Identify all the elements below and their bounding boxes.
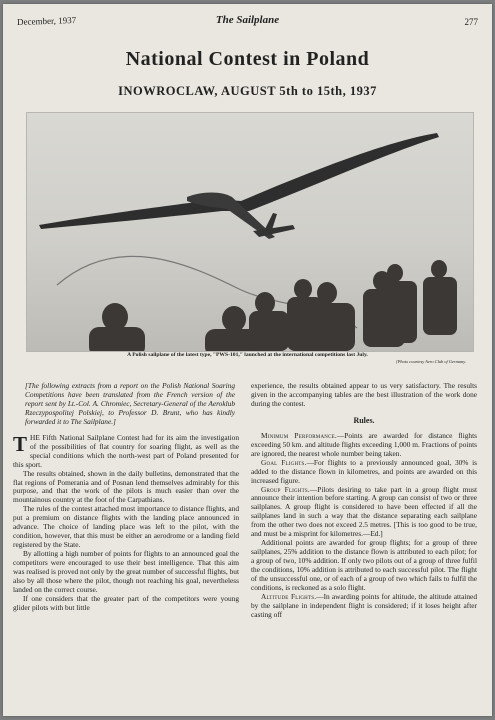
photo-caption: A Polish sailplane of the latest type, "PWS-101," launched at the international competitions last July. [127,352,368,358]
paragraph: If one considers that the greater part of the competitors were young glider pilots with but little [13,593,239,612]
rule-paragraph: Group Flights.—Pilots desiring to take part in a group flight must announce their intention before starting. A group can consist of two or three sailplanes. A group flight is considered to have been effected if all the sailplanes land in such a way that the distance separating each sailplane from the other two does not exceed 2.5 metres. [This is too good to be true, and must be a misprint for kilometres.—Ed.] [251,484,477,539]
paragraph: The rules of the contest attached most importance to distance flights, and put a premium on distance flights with the landing place announced in advance. The choice of landing place was left to the pilot, with the condition, however, that this must be either an aerodrome or a landing field registered by the State. [13,504,239,550]
right-column [251,382,477,620]
journal-name: The Sailplane [215,14,280,26]
rule-paragraph: Minimum Performance.—Points are awarded for distance flights exceeding 50 km. and altitude flights exceeding 1,000 m. Fractions of points are ignored, the nearest whole number being taken. [251,430,477,458]
magazine-page [3,4,492,716]
rules-heading: Rules. [353,415,375,425]
drop-cap: T [13,431,28,456]
paragraph: The results obtained, shown in the daily bulletins, demonstrated that the flat regions of Pomerania and of Posnan lend themselves admirably for this purpose, and that the work of the pilots is much easier than over the mountainous country at the foot of the Carpathians. [13,468,239,505]
editor-intro: [The following extracts from a report on the Polish National Soaring Competitions have been translated from the French version of the report sent by Lt.-Col. A. Chromiec, Secretary-General of the Aeroklub Rzeczypospolitej Polskiej, to Professor D. Brunt, who has kindly forwarded it to The Sailplane.] [25,381,235,426]
photo-illustration [27,113,473,351]
running-head [17,14,478,30]
paragraph: By allotting a high number of points for flights to an announced goal the competitors were encouraged to use their best intelligence. That this aim was realised is proved not only by the great number of successful flights, but also by all those where the pilot, though not reaching his goal, nevertheless landed on the correct course. [13,549,239,594]
issue-date: December, 1937 [16,14,77,28]
photo-credit: [Photo courtesy Aero Club of Germany. [396,359,466,364]
article-title: National Contest in Poland [125,48,370,70]
page-number: 277 [464,17,478,27]
sailplane-photo [26,112,474,352]
rule-paragraph: Altitude Flights.—In awarding points for altitude, the altitude attained by the sailplane in independent flight is considered; if it loses height after casting off [251,591,477,619]
rule-paragraph: Additional points are awarded for group flights; for a group of three sailplanes, 25% addition to the distance flown is attributed to each pilot; for a group of two, 10% addition. If only two pilots out of a group of three fulfil the conditions, 10% addition is attributed to each successful pilot. The flight of the unsuccessful one, or of each of a group of two which fails to fulfil the conditions, is reckoned as a solo flight. [251,538,477,593]
paragraph: THE Fifth National Sailplane Contest had for its aim the investigation of the possibilities of flat country for soaring flight, as well as the special conditions which the north-west part of Poland presented for this sport. [13,431,239,469]
left-column [13,382,239,613]
article-subtitle: INOWROCLAW, AUGUST 5th to 15th, 1937 [118,84,377,98]
rule-paragraph: Goal Flights.—For flights to a previously announced goal, 30% is added to the distance flown in kilometres, and points are awarded on this increased figure. [251,457,477,485]
paragraph-continuation: experience, the results obtained appear to us very satisfactory. The results given in the accompanying tables are the best illustration of the work done during the contest. [251,381,477,408]
